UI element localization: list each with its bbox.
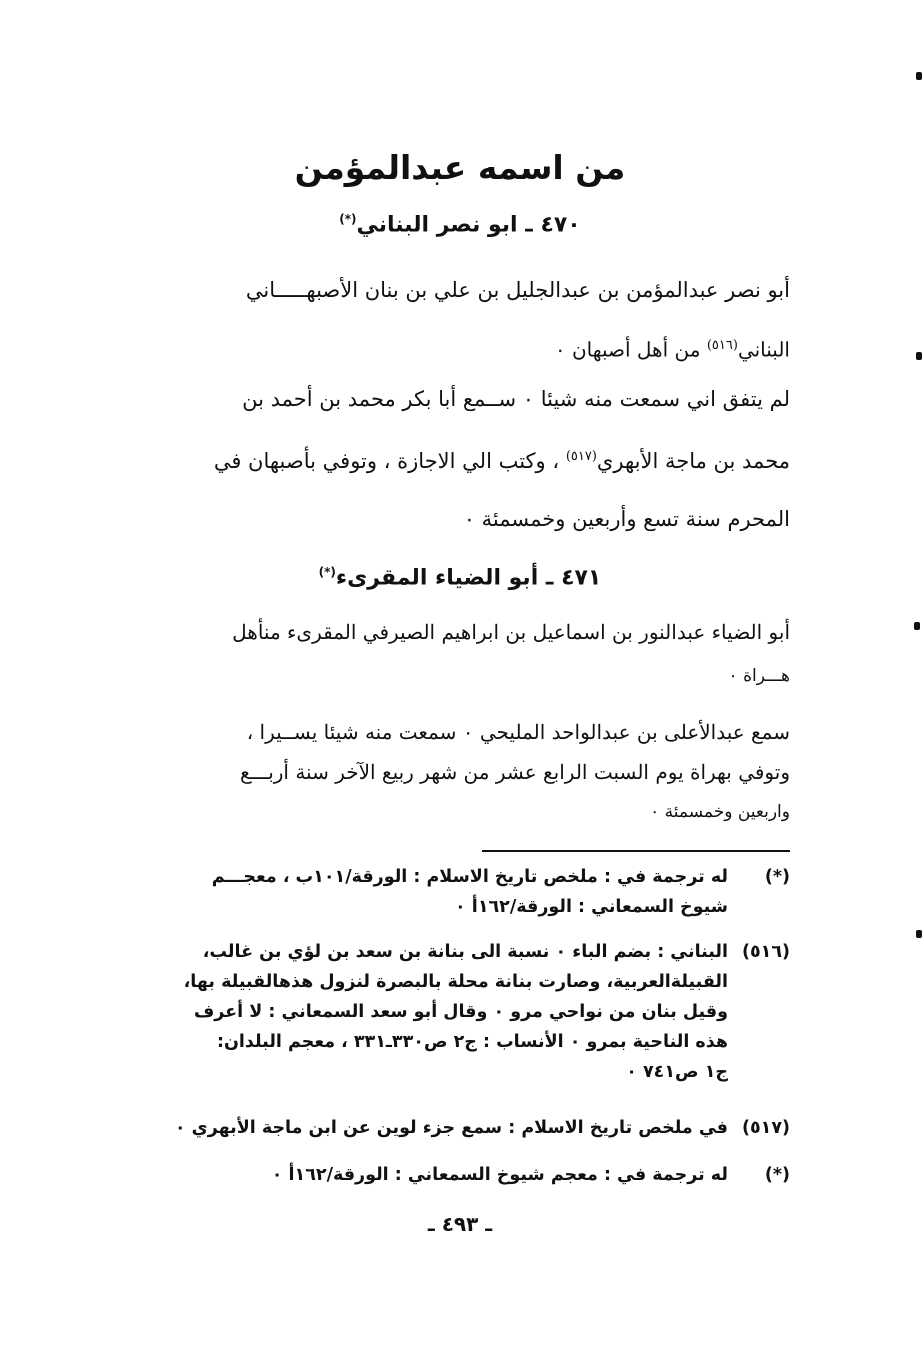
footnote-body: [150, 862, 728, 922]
footnote-body: [150, 1113, 728, 1143]
footnote-body: [150, 1160, 728, 1190]
footnote: [150, 1160, 790, 1190]
text-fragment: محمد بن ماجة الأبهري: [596, 449, 790, 473]
entry-471-paragraph-2: [130, 712, 790, 832]
text-line: [130, 318, 790, 378]
document-page: [130, 0, 790, 1349]
footnote-line: وقيل بنان من نواحي مرو ٠ وقال أبو سعد السمعاني : لا أعرف: [193, 1002, 728, 1022]
text-line: واربعين وخمسمئة ٠: [650, 802, 790, 822]
footnote-mark: (*): [764, 867, 790, 887]
entry-heading-text: ٤٧٠ ـ ابو نصر البناني: [356, 212, 581, 238]
note-reference: (٥١٦): [706, 338, 738, 353]
entry-heading-text: ٤٧١ ـ أبو الضياء المقرىء: [335, 565, 602, 591]
entry-heading-471: [130, 565, 790, 590]
footnote-mark: (٥١٧): [741, 1118, 790, 1138]
footnote-line: ج١ ص٧٤١ ٠: [626, 1062, 728, 1082]
footnote-line: شيوخ السمعاني : الورقة/١٦٢أ ٠: [455, 897, 728, 917]
text-fragment: ، وكتب الي الاجازة ، وتوفي بأصبهان في: [213, 449, 566, 473]
text-line: أبو نصر عبدالمؤمن بن عبدالجليل بن علي بن بنان الأصبهـــــاني: [245, 278, 790, 302]
entry-471-paragraph-1: [130, 610, 790, 698]
footnote: [150, 1113, 790, 1143]
binding-mark: [916, 72, 922, 80]
entry-470-paragraph-1: [130, 262, 790, 378]
text-fragment: من أهل أصبهان ٠: [554, 337, 707, 362]
footnote-mark: (*): [764, 1165, 790, 1185]
footnote-divider: [482, 850, 790, 852]
note-reference: (٥١٧): [565, 449, 597, 464]
footnote-line: البناني : بضم الباء ٠ نسبة الى بنانة بن سعد بن لؤي بن غالب،: [202, 942, 728, 962]
footnote: [150, 862, 790, 922]
footnote: [150, 937, 790, 1087]
footnote-marker: (*): [318, 565, 336, 579]
footnote-line: هذه الناحية بمرو ٠ الأنساب : ج٢ ص٣٣٠ـ٣٣١ ، معجم البلدان:: [217, 1032, 728, 1052]
text-line: هـــراة ٠: [728, 666, 790, 686]
text-line: لم يتفق اني سمعت منه شيئا ٠ ســمع أبا بكر محمد بن أحمد بن: [242, 387, 790, 411]
footnote-mark: (٥١٦): [741, 942, 790, 962]
entry-heading-470: [130, 212, 790, 237]
page-title: من اسمه عبدالمؤمن: [294, 148, 626, 187]
footnote-line: القبيلةالعربية، وصارت بنانة محلة بالبصرة لنزول هذهالقبيلة بها،: [183, 972, 728, 992]
text-line: أبو الضياء عبدالنور بن اسماعيل بن ابراهيم الصيرفي المقرىء منأهل: [232, 620, 790, 644]
binding-mark: [914, 622, 920, 630]
text-line: سمع عبدالأعلى بن عبدالواحد المليحي ٠ سمعت منه شيئا يســيرا ،: [246, 720, 790, 744]
binding-mark: [916, 930, 922, 938]
text-fragment: البناني: [737, 337, 790, 362]
footnote-body: [150, 937, 728, 1087]
page-number: ـ ٤٩٣ ـ: [427, 1212, 493, 1236]
footnote-line: له ترجمة في : ملخص تاريخ الاسلام : الورقة/١٠١ب ، معجـــم: [211, 867, 728, 887]
entry-470-paragraph-2: [130, 370, 790, 548]
text-line: وتوفي بهراة يوم السبت الرابع عشر من شهر ربيع الآخر سنة أربـــع: [239, 760, 790, 784]
footnote-marker: (*): [339, 212, 357, 226]
text-line: المحرم سنة تسع وأربعين وخمسمئة ٠: [463, 507, 790, 531]
text-line: [130, 428, 790, 490]
binding-mark: [916, 352, 922, 360]
footnote-line: له ترجمة في : معجم شيوخ السمعاني : الورقة/١٦٢أ ٠: [271, 1165, 728, 1185]
footnote-line: في ملخص تاريخ الاسلام : سمع جزء لوين عن ابن ماجة الأبهري ٠: [174, 1118, 728, 1138]
